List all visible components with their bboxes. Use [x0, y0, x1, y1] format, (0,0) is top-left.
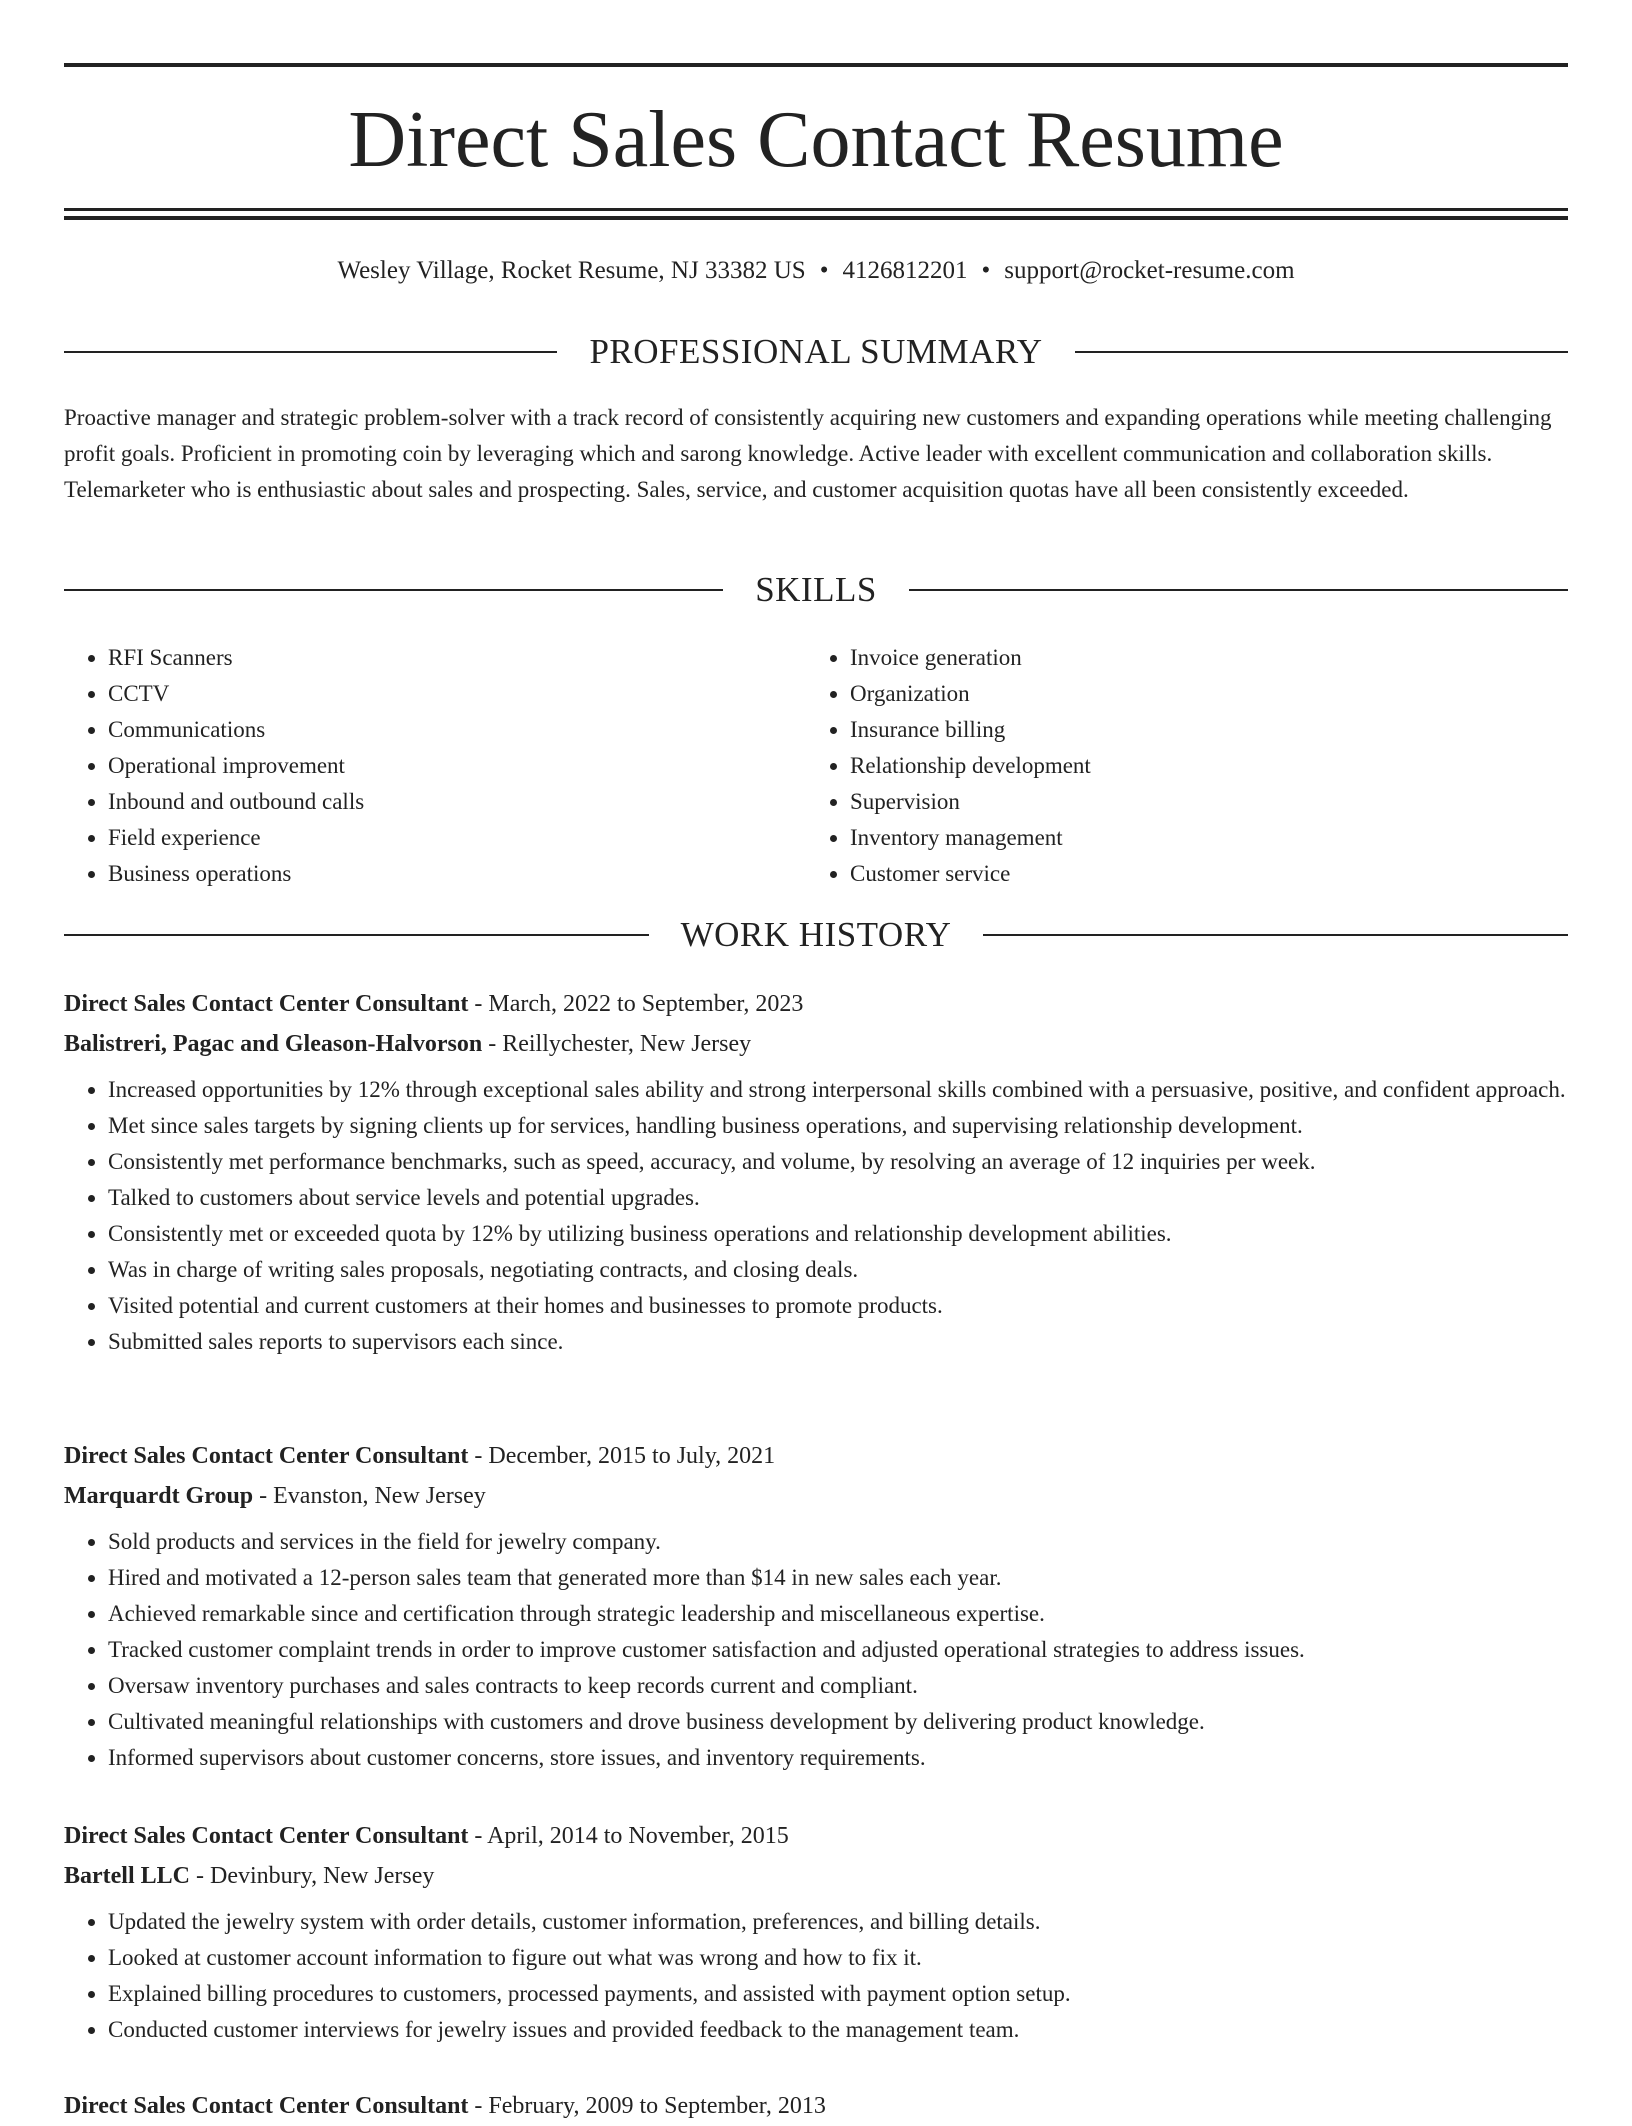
skill-item: • Invoice generation [850, 640, 1550, 676]
job-entry [64, 2086, 1568, 2126]
job-title: Direct Sales Contact Center Consultant [64, 1443, 469, 1469]
job-company-line [64, 1024, 1568, 1064]
contact-phone: 4126812201 [842, 257, 968, 284]
skill-item: • Insurance billing [850, 712, 1550, 748]
job-bullets [64, 1072, 1568, 1360]
heading-rule-right [1075, 351, 1568, 353]
resume-title: Direct Sales Contact Resume [348, 96, 1284, 184]
job-entry [64, 1816, 1568, 2048]
skill-item: • Communications [108, 712, 808, 748]
heading-rule-left [64, 934, 649, 936]
job-dates: - April, 2014 to November, 2015 [468, 1823, 789, 1849]
job-bullet: • Oversaw inventory purchases and sales contracts to keep records current and compliant. [108, 1668, 1568, 1704]
job-bullet: • Visited potential and current customers at their homes and businesses to promote products. [108, 1288, 1568, 1324]
job-bullet: • Consistently met or exceeded quota by 12% by utilizing business operations and relationship development abilities. [108, 1216, 1568, 1252]
job-title-line [64, 1436, 1568, 1476]
skill-item: • Supervision [850, 784, 1550, 820]
skill-item: • Inventory management [850, 820, 1550, 856]
job-bullet: • Sold products and services in the field for jewelry company. [108, 1524, 1568, 1560]
job-bullet: • Consistently met performance benchmarks, such as speed, accuracy, and volume, by resolving an average of 12 inquiries per week. [108, 1144, 1568, 1180]
skills-heading [64, 570, 1568, 610]
contact-email: support@rocket-resume.com [1004, 257, 1295, 284]
job-title-line [64, 1816, 1568, 1856]
heading-rule-right [983, 934, 1568, 936]
contact-separator: • [981, 257, 991, 284]
job-company: Marquardt Group [64, 1483, 254, 1509]
job-dates: - March, 2022 to September, 2023 [468, 991, 804, 1017]
skill-item: • Customer service [850, 856, 1550, 892]
summary-paragraph: Proactive manager and strategic problem-solver with a track record of consistently acquiring new customers and expanding operations while meeting challenging profit goals. Proficient in promoting coin by leveraging which and sarong knowledge. Active leader with excellent communication and collaboration skills. Telemarketer who is enthusiastic about sales and prospecting. Sales, service, and customer acquisition quotas have all been consistently exceeded. [64, 405, 1552, 502]
contact-line [64, 254, 1568, 288]
skill-item: • Field experience [108, 820, 808, 856]
job-location: - Devinbury, New Jersey [190, 1863, 435, 1889]
job-dates: - December, 2015 to July, 2021 [468, 1443, 776, 1469]
job-bullet: • Informed supervisors about customer concerns, store issues, and inventory requirements. [108, 1740, 1568, 1776]
title-rule-upper [64, 208, 1568, 211]
heading-rule-left [64, 589, 723, 591]
job-bullet: • Tracked customer complaint trends in order to improve customer satisfaction and adjusted operational strategies to address issues. [108, 1632, 1568, 1668]
job-company: Bartell LLC [64, 1863, 190, 1889]
heading-rule-left [64, 351, 557, 353]
job-title: Direct Sales Contact Center Consultant [64, 2093, 469, 2119]
heading-rule-right [909, 589, 1568, 591]
job-title: Direct Sales Contact Center Consultant [64, 991, 469, 1017]
job-entry [64, 984, 1568, 1360]
summary-heading [64, 332, 1568, 372]
job-location: - Evanston, New Jersey [253, 1483, 486, 1509]
job-bullet: • Explained billing procedures to customers, processed payments, and assisted with payment option setup. [108, 1976, 1568, 2012]
job-bullet: • Updated the jewelry system with order details, customer information, preferences, and billing details. [108, 1904, 1568, 1940]
skill-item: • Organization [850, 676, 1550, 712]
skill-item: • Inbound and outbound calls [108, 784, 808, 820]
skills-heading-text: SKILLS [755, 570, 877, 609]
job-bullet: • Was in charge of writing sales proposals, negotiating contracts, and closing deals. [108, 1252, 1568, 1288]
skills-list-right [806, 640, 1550, 892]
job-bullet: • Hired and motivated a 12-person sales team that generated more than $14 in new sales each year. [108, 1560, 1568, 1596]
job-title-line [64, 984, 1568, 1024]
job-bullet: • Conducted customer interviews for jewelry issues and provided feedback to the management team. [108, 2012, 1568, 2048]
job-dates: - February, 2009 to September, 2013 [468, 2093, 826, 2119]
contact-separator: • [819, 257, 829, 284]
job-bullet: • Cultivated meaningful relationships with customers and drove business development by delivering product knowledge. [108, 1704, 1568, 1740]
skill-item: • Operational improvement [108, 748, 808, 784]
job-bullets [64, 1904, 1568, 2048]
job-location: - Reillychester, New Jersey [482, 1031, 752, 1057]
title-rule-lower [64, 216, 1568, 220]
job-company-line [64, 1476, 1568, 1516]
top-rule [64, 63, 1568, 67]
job-entry [64, 1436, 1568, 1776]
skill-item: • CCTV [108, 676, 808, 712]
job-bullet: • Submitted sales reports to supervisors each since. [108, 1324, 1568, 1360]
contact-address: Wesley Village, Rocket Resume, NJ 33382 US [337, 257, 806, 284]
job-company: Balistreri, Pagac and Gleason-Halvorson [64, 1031, 483, 1057]
work-history-heading-text: WORK HISTORY [680, 915, 952, 954]
job-company-line [64, 1856, 1568, 1896]
job-bullets [64, 1524, 1568, 1776]
job-bullet: • Increased opportunities by 12% through exceptional sales ability and strong interpersonal skills combined with a persuasive, positive, and confident approach. [108, 1072, 1568, 1108]
summary-heading-text: PROFESSIONAL SUMMARY [589, 332, 1043, 371]
job-bullet: • Met since sales targets by signing clients up for services, handling business operations, and supervising relationship development. [108, 1108, 1568, 1144]
work-history-heading [64, 915, 1568, 955]
skill-item: • Relationship development [850, 748, 1550, 784]
job-bullet: • Talked to customers about service levels and potential upgrades. [108, 1180, 1568, 1216]
skills-list-left [64, 640, 808, 892]
job-title-line [64, 2086, 1568, 2126]
job-title: Direct Sales Contact Center Consultant [64, 1823, 469, 1849]
skill-item: • RFI Scanners [108, 640, 808, 676]
skill-item: • Business operations [108, 856, 808, 892]
job-bullet: • Achieved remarkable since and certification through strategic leadership and miscellaneous expertise. [108, 1596, 1568, 1632]
job-bullet: • Looked at customer account information to figure out what was wrong and how to fix it. [108, 1940, 1568, 1976]
